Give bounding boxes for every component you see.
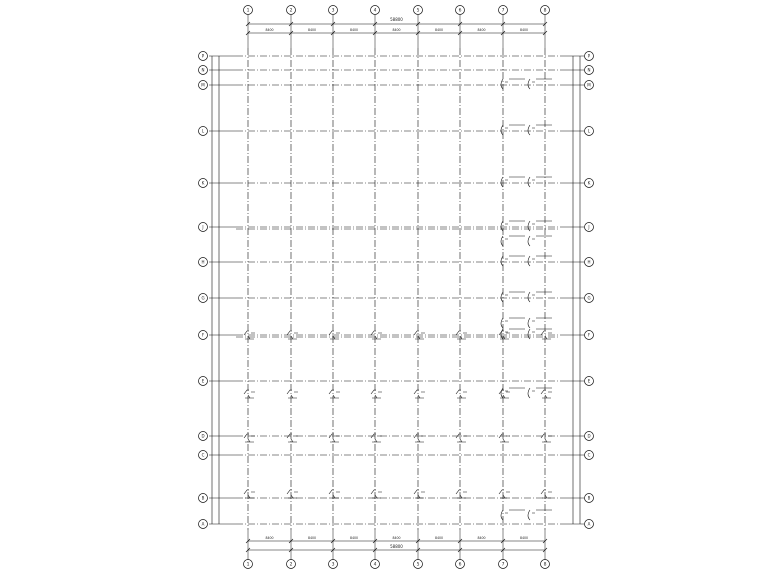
column-tag: [499, 490, 510, 498]
axis-label-right: A: [587, 521, 591, 527]
dim-bottom-segment: 8400: [265, 536, 274, 540]
bracket-tag: [501, 510, 508, 520]
bracket-tag: [528, 221, 535, 231]
bracket-tag: [501, 79, 508, 89]
column-tag: [541, 490, 552, 498]
column-tag: [371, 434, 382, 442]
column-tag: [456, 490, 467, 498]
column-tag: [541, 434, 552, 442]
axis-label-top: 7: [501, 8, 505, 14]
bracket-tag: [501, 388, 508, 398]
axis-label-right: N: [587, 67, 591, 73]
axis-label-right: B: [587, 495, 591, 501]
axis-label-top: 8: [543, 8, 547, 14]
axis-label-top: 5: [416, 8, 420, 14]
column-tag: [456, 434, 467, 442]
dim-bottom-segment: 8400: [519, 536, 529, 540]
column-tag: [414, 434, 425, 442]
dim-bottom-segment: 8400: [392, 536, 401, 540]
axis-label-right: L: [587, 128, 591, 134]
axis-label-left: F: [201, 332, 205, 338]
dim-bottom-segment: 8400: [349, 536, 359, 540]
axis-label-right: K: [587, 180, 591, 186]
column-tag: [244, 490, 255, 498]
column-tag: [499, 434, 510, 442]
bracket-tag: [501, 256, 508, 266]
axis-label-right: E: [587, 378, 591, 384]
dimension-lines: [212, 17, 580, 552]
axis-label-left: D: [201, 433, 205, 439]
bracket-tag: [528, 236, 535, 246]
dim-bottom-segment: 8400: [307, 536, 317, 540]
axis-grid: [209, 15, 584, 560]
axis-label-left: J: [202, 224, 204, 230]
column-tag: [414, 490, 425, 498]
dim-top-segment: 8400: [477, 28, 486, 32]
axis-label-bottom: 2: [289, 562, 293, 568]
axis-label-left: C: [201, 452, 205, 458]
axis-label-bottom: 7: [501, 562, 505, 568]
axis-label-top: 6: [458, 8, 462, 14]
axis-label-bottom: 3: [331, 562, 335, 568]
dim-bottom-segment: 8400: [477, 536, 486, 540]
column-tag: [371, 490, 382, 498]
axis-label-left: A: [201, 521, 205, 527]
column-tag: [287, 390, 298, 398]
bracket-tag: [528, 388, 535, 398]
dim-top-segment: 8400: [349, 28, 359, 32]
axis-label-bottom: 8: [543, 562, 547, 568]
bracket-tag: [528, 292, 535, 302]
axis-label-right: M: [587, 82, 591, 88]
column-tag: [456, 390, 467, 398]
bracket-tag: [501, 329, 508, 339]
column-tag: [329, 490, 340, 498]
axis-label-right: J: [588, 224, 590, 230]
bracket-tag: [501, 125, 508, 135]
axis-bubbles: [199, 6, 594, 569]
bracket-tag: [528, 329, 535, 339]
axis-label-left: M: [201, 82, 205, 88]
dim-bottom-segment: 8400: [434, 536, 444, 540]
axis-label-right: G: [587, 295, 591, 301]
bracket-tag: [501, 177, 508, 187]
bracket-tag: [528, 125, 535, 135]
axis-label-left: N: [201, 67, 205, 73]
axis-label-left: P: [201, 53, 205, 59]
axis-label-left: K: [201, 180, 205, 186]
dim-top-total: 58800: [390, 17, 403, 22]
axis-label-bottom: 1: [246, 562, 250, 568]
bracket-tag: [528, 256, 535, 266]
bracket-tag: [501, 221, 508, 231]
axis-label-left: H: [201, 259, 205, 265]
dim-top-segment: 8400: [265, 28, 274, 32]
axis-label-bottom: 5: [416, 562, 420, 568]
bracket-tag: [501, 318, 508, 328]
bracket-tag: [501, 292, 508, 302]
axis-label-right: P: [587, 53, 591, 59]
dim-top-segment: 8400: [392, 28, 401, 32]
dim-top-segment: 8400: [519, 28, 529, 32]
axis-label-top: 3: [331, 8, 335, 14]
column-tag: [541, 390, 552, 398]
column-tag: [329, 390, 340, 398]
axis-label-top: 2: [289, 8, 293, 14]
axis-label-right: H: [587, 259, 591, 265]
bracket-tag: [528, 177, 535, 187]
bracket-tag: [501, 236, 508, 246]
axis-label-left: B: [201, 495, 205, 501]
bracket-tag: [528, 510, 535, 520]
axis-label-bottom: 4: [373, 562, 377, 568]
axis-label-top: 4: [373, 8, 377, 14]
member-tags: [244, 79, 552, 520]
axis-label-right: D: [587, 433, 591, 439]
column-tag: [329, 434, 340, 442]
column-tag: [499, 390, 510, 398]
column-tag: [287, 434, 298, 442]
column-tag: [371, 390, 382, 398]
dim-top-segment: 8400: [434, 28, 444, 32]
axis-label-left: L: [201, 128, 205, 134]
column-tag: [244, 434, 255, 442]
axis-label-left: G: [201, 295, 205, 301]
dim-top-segment: 8400: [307, 28, 317, 32]
axis-label-left: E: [201, 378, 205, 384]
axis-label-bottom: 6: [458, 562, 462, 568]
axis-label-right: F: [587, 332, 591, 338]
bracket-tag: [528, 318, 535, 328]
axis-label-top: 1: [246, 8, 250, 14]
column-tag: [244, 390, 255, 398]
dim-bottom-total: 58800: [390, 544, 403, 549]
column-tag: [414, 390, 425, 398]
column-tag: [287, 490, 298, 498]
axis-label-right: C: [587, 452, 591, 458]
bracket-tag: [528, 79, 535, 89]
